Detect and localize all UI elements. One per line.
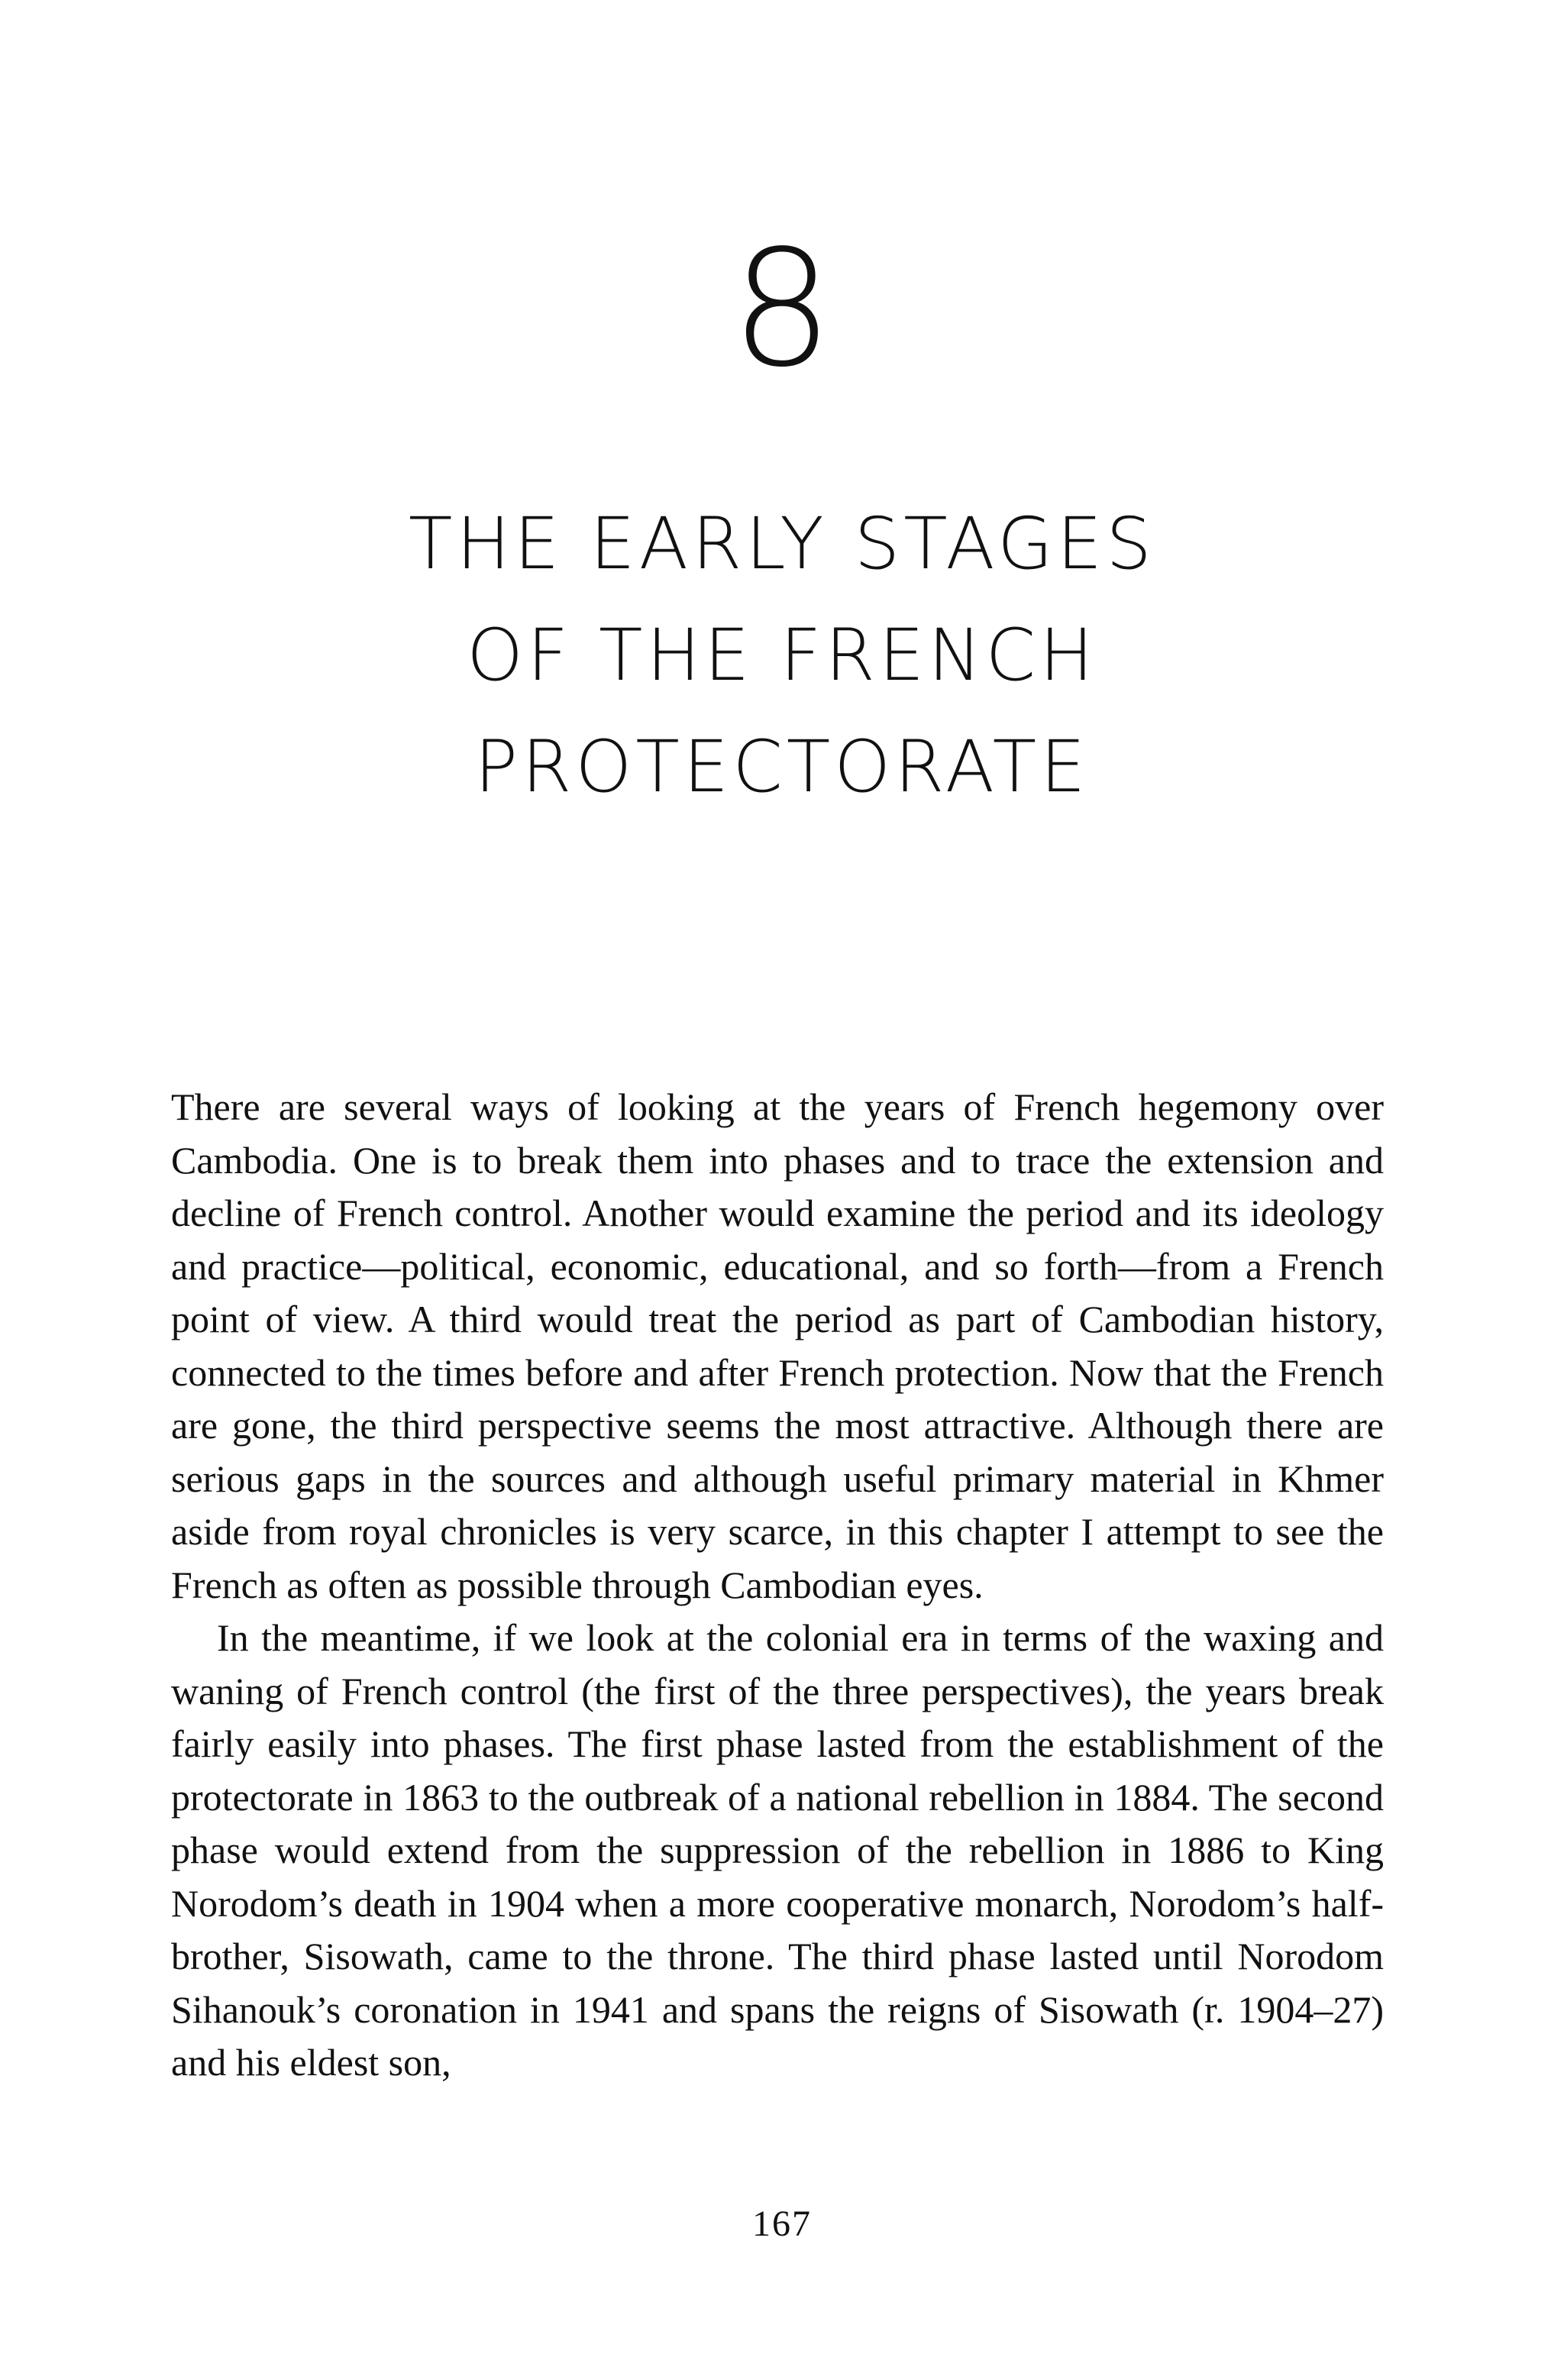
- paragraph: There are several ways of looking at the years of French hegemony over Cambodia. One is to break them into phases and to trace the extension and decline of French control. Another would examine the period and its ideology and practice—political, economic, educational, and so forth—from a French point of view. A third would treat the period as part of Cambodian history, connected to the times before and after French protection. Now that the French are gone, the third perspective seems the most attractive. Although there are serious gaps in the sources and although useful primary material in Khmer aside from royal chronicles is very scarce, in this chapter I attempt to see the French as often as possible through Cambodian eyes.: [171, 1085, 1384, 1606]
- chapter-title-line-3: PROTECTORATE: [474, 726, 1090, 809]
- body-text: [171, 1081, 1384, 2090]
- page-number: 167: [752, 2204, 812, 2244]
- chapter-title-line-1: THE EARLY STAGES: [409, 503, 1155, 586]
- chapter-title: [0, 489, 1564, 823]
- paragraph: In the meantime, if we look at the colonial era in terms of the waxing and waning of French control (the first of the three perspectives), the years break fairly easily into phases. The first phase lasted from the establishment of the protectorate in 1863 to the outbreak of a national rebellion in 1884. The second phase would extend from the suppression of the rebellion in 1886 to King Norodom’s death in 1904 when a more cooperative monarch, Norodom’s half-brother, Sisowath, came to the throne. The third phase lasted until Norodom Sihanouk’s coronation in 1941 and spans the reigns of Sisowath (r. 1904–27) and his eldest son,: [171, 1616, 1384, 2084]
- chapter-number: 8: [731, 215, 833, 403]
- chapter-title-line-2: OF THE FRENCH: [467, 614, 1097, 697]
